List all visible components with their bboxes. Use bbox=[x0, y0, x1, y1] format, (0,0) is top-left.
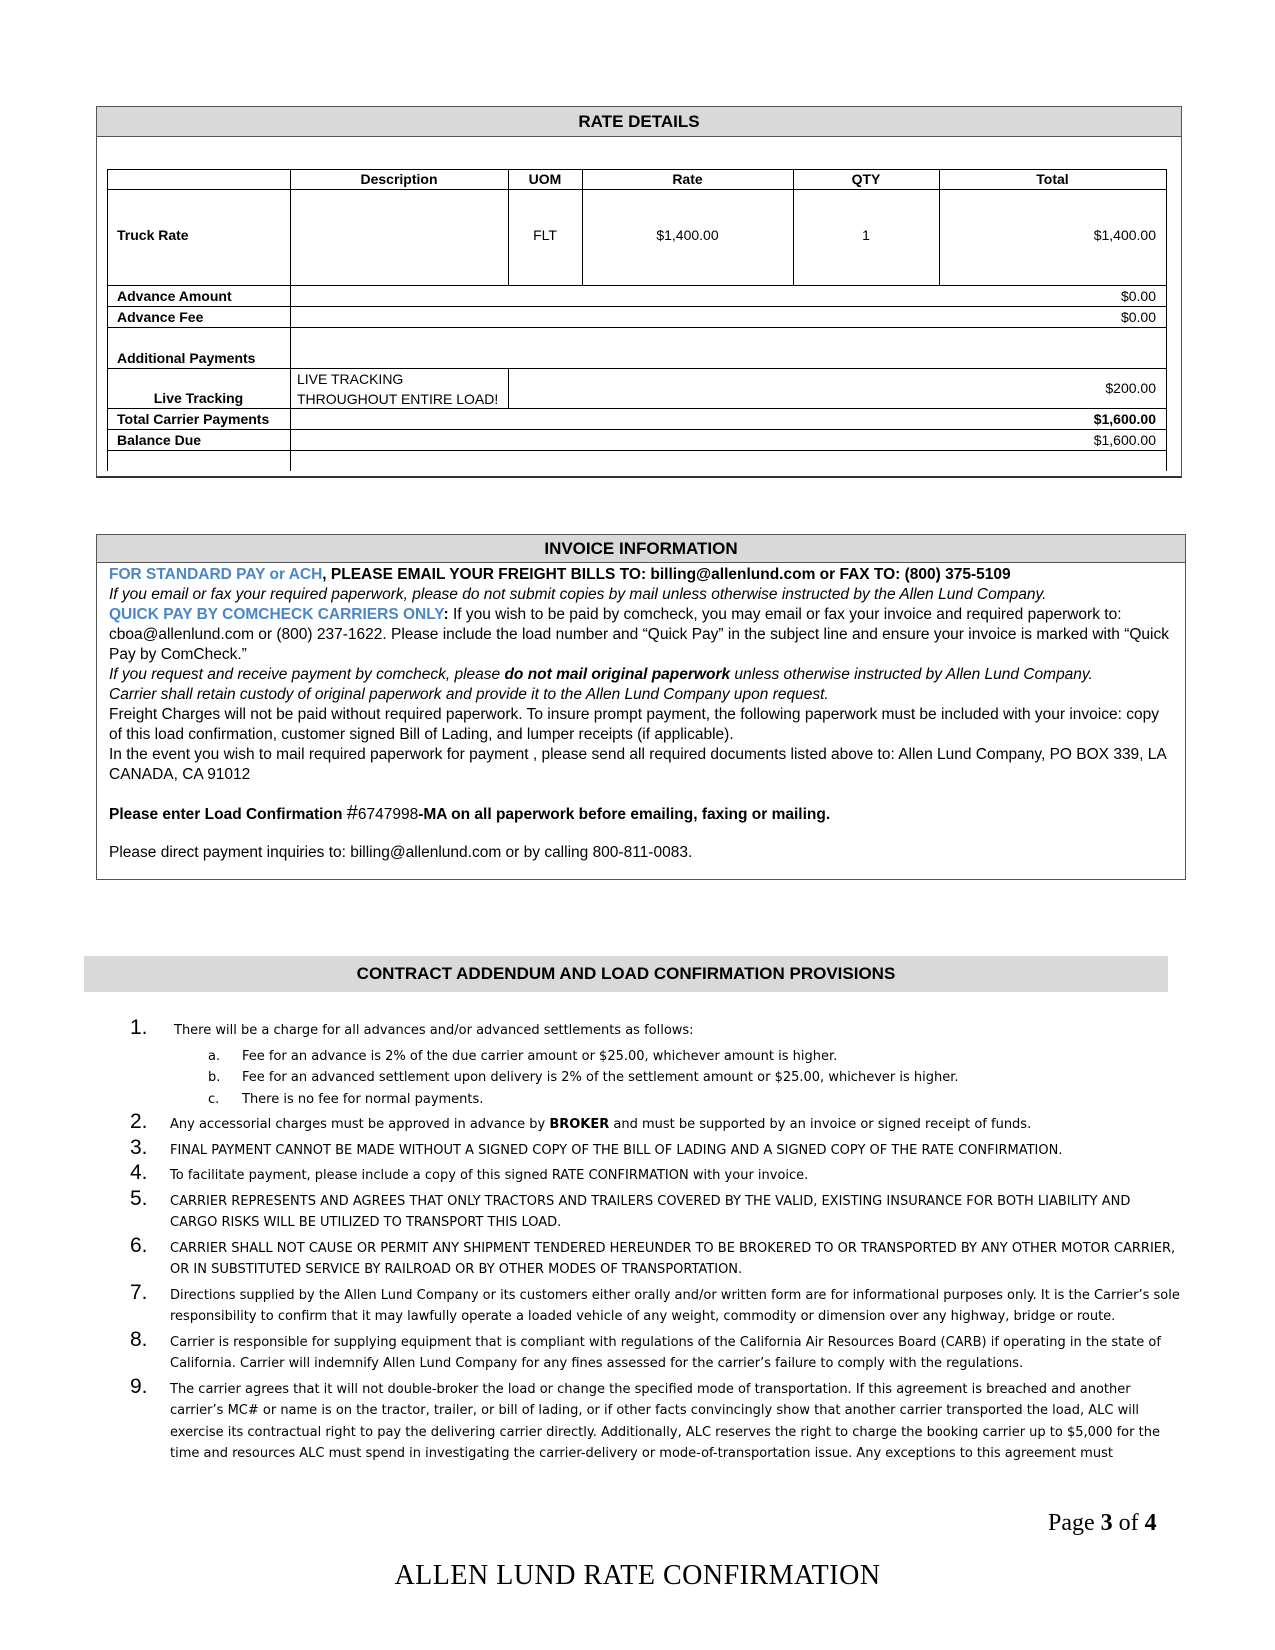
page-number bbox=[1048, 1510, 1157, 1537]
advance-amount-label: Advance Amount bbox=[117, 288, 232, 304]
balance-due-label: Balance Due bbox=[117, 432, 202, 448]
load-confirmation-number: 6747998 bbox=[357, 806, 419, 823]
list-item bbox=[130, 1233, 1180, 1281]
load-confirmation-note bbox=[109, 803, 1173, 825]
total-carrier-payments-label: Total Carrier Payments bbox=[117, 411, 270, 427]
list-item bbox=[130, 1110, 1180, 1136]
truck-rate-label: Truck Rate bbox=[117, 227, 189, 243]
list-item bbox=[130, 1186, 1180, 1234]
rate-details-title: RATE DETAILS bbox=[97, 107, 1181, 137]
custody-note: Carrier shall retain custody of original paperwork and provide it to the Allen Lund Company upon request. bbox=[109, 686, 829, 703]
document-footer-title: ALLEN LUND RATE CONFIRMATION bbox=[394, 1560, 881, 1591]
table-rule bbox=[1166, 169, 1167, 471]
list-item bbox=[130, 1161, 1180, 1187]
sub-item-letter: a. bbox=[208, 1048, 221, 1064]
item-number: 4. bbox=[130, 1161, 148, 1184]
payment-inquiries-note: Please direct payment inquiries to: billing@allenlund.com or by calling 800-811-0083. bbox=[109, 844, 693, 861]
standard-pay-heading: FOR STANDARD PAY or ACH bbox=[109, 566, 323, 583]
item-text: CARRIER SHALL NOT CAUSE OR PERMIT ANY SHIPMENT TENDERED HEREUNDER TO BE BROKERED TO OR TRANSPORTED BY ANY OTHER MOTOR CARRIER, OR IN SUBSTITUTED SERVICE BY RAILROAD OR BY OTHER MODES OF TRANSPORTATION. bbox=[170, 1240, 1176, 1277]
mail-paperwork-note: In the event you wish to mail required paperwork for payment , please send all required documents listed above to: Allen Lund Company, PO BOX 339, LA CANADA, CA 91012 bbox=[109, 746, 1166, 783]
item-number: 3. bbox=[130, 1135, 148, 1159]
invoice-information-section bbox=[96, 534, 1186, 880]
advance-fee-value: $0.00 bbox=[1120, 309, 1156, 325]
item-text: FINAL PAYMENT CANNOT BE MADE WITHOUT A SIGNED COPY OF THE BILL OF LADING AND A SIGNED COPY OF THE RATE CONFIRMATION. bbox=[170, 1142, 1063, 1158]
item-text-emphasis: BROKER bbox=[549, 1117, 610, 1132]
item-number: 5. bbox=[130, 1186, 148, 1210]
live-tracking-label: Live Tracking bbox=[153, 390, 244, 406]
standard-pay-text: , PLEASE EMAIL YOUR FREIGHT BILLS TO: billing@allenlund.com or FAX TO: (800) 375-5109 bbox=[322, 566, 1011, 583]
item-number: 6. bbox=[130, 1233, 148, 1257]
sub-list-item bbox=[130, 1089, 1180, 1111]
advance-amount-value: $0.00 bbox=[1120, 288, 1156, 304]
item-number: 2. bbox=[130, 1110, 148, 1133]
comcheck-note bbox=[109, 665, 1173, 685]
item-text: and must be supported by an invoice or signed receipt of funds. bbox=[609, 1117, 1032, 1132]
item-text: To facilitate payment, please include a copy of this signed RATE CONFIRMATION with your invoice. bbox=[170, 1168, 809, 1183]
sub-list-item bbox=[130, 1067, 1180, 1089]
contract-provisions-list bbox=[130, 1016, 1180, 1469]
sub-list-item bbox=[130, 1046, 1180, 1068]
sub-item-text: There is no fee for normal payments. bbox=[242, 1091, 484, 1107]
header-qty: QTY bbox=[851, 171, 881, 187]
quick-pay-colon: : bbox=[443, 606, 449, 623]
load-confirmation-hash: # bbox=[346, 802, 358, 824]
list-item bbox=[130, 1327, 1180, 1375]
live-tracking-desc-line2: THROUGHOUT ENTIRE LOAD! bbox=[297, 391, 499, 407]
list-item bbox=[130, 1016, 1180, 1042]
comcheck-note-part: If you request and receive payment by comcheck, please bbox=[109, 666, 505, 683]
item-text: Any accessorial charges must be approved in advance by bbox=[170, 1117, 550, 1132]
item-text: There will be a charge for all advances and/or advanced settlements as follows: bbox=[174, 1023, 694, 1038]
page-total: 4 bbox=[1144, 1510, 1157, 1536]
item-text: The carrier agrees that it will not double-broker the load or change the specified mode of transportation. If this agreement is breached and another carrier’s MC# or name is on the tractor, trailer, or bill of lading, or if other facts convincingly show that another carrier transported the load, ALC will exercise its contractual right to pay the delivering carrier directly. Additionally, ALC reserves the right to charge the booking carrier up to $5,000 for the time and resources ALC must spend in investigating the carrier-delivery or mode-of-transportation issue. Any exceptions to this agreement must bbox=[170, 1381, 1160, 1461]
item-number: 9. bbox=[130, 1374, 148, 1398]
truck-rate-rate: $1,400.00 bbox=[656, 227, 719, 243]
item-number: 8. bbox=[130, 1327, 148, 1351]
list-item bbox=[130, 1374, 1180, 1465]
invoice-information-title: INVOICE INFORMATION bbox=[97, 535, 1185, 563]
item-number: 1. bbox=[130, 1016, 148, 1039]
contract-title: CONTRACT ADDENDUM AND LOAD CONFIRMATION PROVISIONS bbox=[84, 956, 1168, 992]
item-text: Carrier is responsible for supplying equipment that is compliant with regulations of the California Air Resources Board (CARB) if operating in the state of California. Carrier will indemnify Allen Lund Company for any fines assessed for the carrier’s failure to comply with the regulations. bbox=[170, 1334, 1161, 1371]
live-tracking-desc-line1: LIVE TRACKING bbox=[297, 371, 404, 387]
sub-item-text: Fee for an advanced settlement upon delivery is 2% of the settlement amount or $25.00, whichever is higher. bbox=[242, 1070, 959, 1085]
item-text: CARRIER REPRESENTS AND AGREES THAT ONLY TRACTORS AND TRAILERS COVERED BY THE VALID, EXISTING INSURANCE FOR BOTH LIABILITY AND CARGO RISKS WILL BE UTILIZED TO TRANSPORT THIS LOAD. bbox=[170, 1193, 1131, 1230]
page-current: 3 bbox=[1100, 1510, 1113, 1536]
live-tracking-value: $200.00 bbox=[1105, 380, 1156, 396]
sub-item-letter: b. bbox=[208, 1070, 221, 1085]
page-of: of bbox=[1112, 1510, 1145, 1536]
list-item bbox=[130, 1135, 1180, 1162]
truck-rate-total: $1,400.00 bbox=[1093, 227, 1156, 243]
sub-item-text: Fee for an advance is 2% of the due carrier amount or $25.00, whichever amount is higher. bbox=[242, 1048, 838, 1064]
quick-pay-paragraph bbox=[109, 605, 1173, 665]
comcheck-note-emphasis: do not mail original paperwork bbox=[504, 666, 731, 683]
item-number: 7. bbox=[130, 1280, 148, 1304]
quick-pay-text: If you wish to be paid by comcheck, you may email or fax your invoice and required paperwork to: cboa@allenlund.com or (800) 237-1622. Please include the load number and “Quick Pay” in the subject line and ensure your invoice is marked with “Quick Pay by ComCheck.” bbox=[109, 606, 1169, 663]
comcheck-note-part: unless otherwise instructed by Allen Lund Company. bbox=[730, 666, 1093, 683]
sub-item-letter: c. bbox=[208, 1091, 220, 1107]
load-confirmation-text: -MA on all paperwork before emailing, faxing or mailing. bbox=[418, 806, 831, 823]
list-item bbox=[130, 1280, 1180, 1328]
truck-rate-qty: 1 bbox=[862, 227, 870, 243]
freight-charges-note: Freight Charges will not be paid without required paperwork. To insure prompt payment, the following paperwork must be included with your invoice: copy of this load confirmation, customer signed Bill of Lading, and lumper receipts (if applicable). bbox=[109, 706, 1159, 743]
item-text: Directions supplied by the Allen Lund Company or its customers either orally and/or written form are for informational purposes only. It is the Carrier’s sole responsibility to confirm that it may lawfully operate a loaded vehicle of any weight, commodity or dimension over any highway, bridge or route. bbox=[170, 1287, 1180, 1324]
standard-pay-note: If you email or fax your required paperwork, please do not submit copies by mail unless otherwise instructed by the Allen Lund Company. bbox=[109, 586, 1047, 603]
table-rule bbox=[107, 450, 1167, 451]
balance-due-value: $1,600.00 bbox=[1093, 432, 1156, 448]
total-carrier-payments-value: $1,600.00 bbox=[1093, 411, 1156, 427]
table-rule bbox=[107, 327, 1167, 328]
load-confirmation-text: Please enter Load Confirmation bbox=[109, 806, 347, 823]
table-rule bbox=[107, 189, 1167, 190]
standard-pay-line bbox=[109, 565, 1173, 585]
rate-details-section bbox=[96, 106, 1182, 478]
table-rule bbox=[107, 285, 1167, 286]
header-total: Total bbox=[1036, 171, 1069, 187]
quick-pay-heading: QUICK PAY BY COMCHECK CARRIERS ONLY bbox=[109, 606, 444, 623]
header-description: Description bbox=[360, 171, 438, 187]
page-prefix: Page bbox=[1048, 1510, 1101, 1536]
header-rate: Rate bbox=[672, 171, 703, 187]
truck-rate-uom: FLT bbox=[533, 227, 557, 243]
advance-fee-label: Advance Fee bbox=[117, 309, 204, 325]
additional-payments-label: Additional Payments bbox=[117, 350, 256, 366]
header-uom: UOM bbox=[528, 171, 562, 187]
